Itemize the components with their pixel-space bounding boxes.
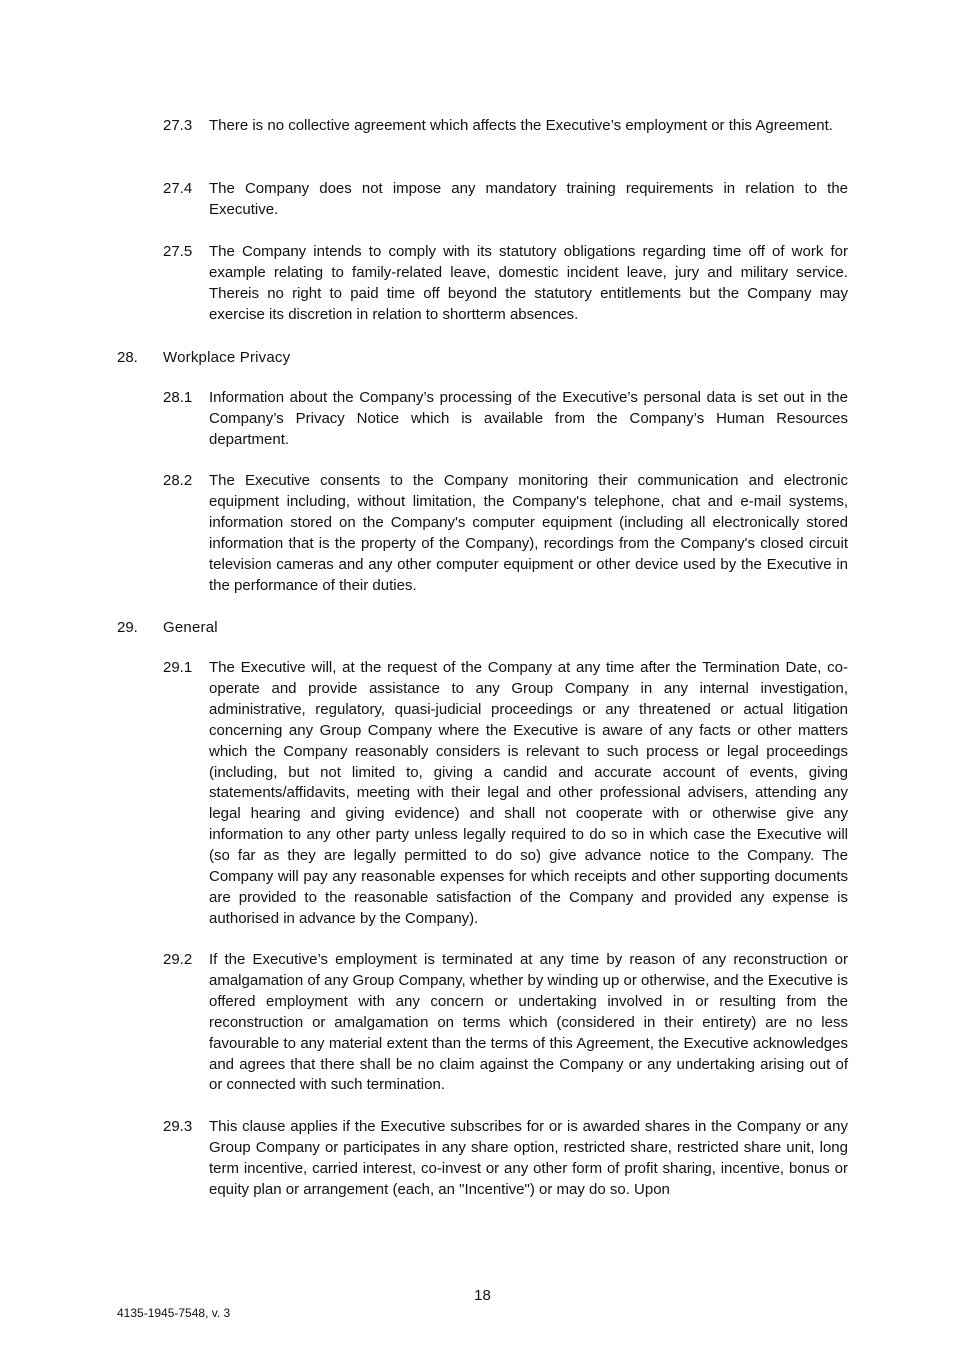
clause-text: The Company intends to comply with its statutory obligations regarding time off of work for example relating to family-related leave, domestic incident leave, jury and military service. Thereis no right to paid time off beyond the statutory entitlements but the Company may exercise its discretion in relation to shortterm absences. [209, 243, 848, 323]
clause-number: 29.2 [163, 951, 193, 968]
section-number: 28. [117, 349, 138, 366]
clause-text: Information about the Company’s processing of the Executive’s personal data is set out in the Company’s Privacy Notice which is available from the Company’s Human Resources department. [209, 389, 848, 448]
document-reference: 4135-1945-7548, v. 3 [117, 1306, 231, 1320]
page-number: 18 [474, 1287, 491, 1304]
clause-text: The Executive will, at the request of the Company at any time after the Termination Date, co-operate and provide assistance to any Group Company in any internal investigation, administrative, regulatory, quasi-judicial proceedings or any threatened or actual litigation concerning any Group Company where the Executive is aware of any facts or other matters which the Company reasonably considers is relevant to such process or legal proceedings (including, but not limited to, giving a candid and accurate account of events, giving statements/affidavits, meeting with their legal and other professional advisers, attending any legal hearing and giving evidence) and shall not cooperate with or otherwise give any information to any other party unless legally required to do so in which case the Executive will (so far as they are legally permitted to do so) give advance notice to the Company. The Company will pay any reasonable expenses for which receipts and other supporting documents are provided to the reasonable satisfaction of the Company and provided any expense is authorised in advance by the Company). [209, 659, 848, 927]
clause-number: 28.1 [163, 389, 193, 406]
section-title: Workplace Privacy [163, 349, 291, 366]
clause-number: 27.5 [163, 243, 193, 260]
clause-number: 29.3 [163, 1118, 193, 1135]
clause-text: The Company does not impose any mandatory training requirements in relation to the Executive. [209, 180, 848, 218]
section-title: General [163, 619, 218, 636]
section-number: 29. [117, 619, 138, 636]
clause-number: 27.3 [163, 117, 193, 134]
clause-number: 27.4 [163, 180, 193, 197]
clause-number: 29.1 [163, 659, 193, 676]
clause-text: There is no collective agreement which affects the Executive’s employment or this Agreement. [209, 117, 833, 134]
clause-text: If the Executive’s employment is terminated at any time by reason of any reconstruction or amalgamation of any Group Company, whether by winding up or otherwise, and the Executive is offered employment with any concern or undertaking involved in or resulting from the reconstruction or amalgamation on terms which (considered in their entirety) are no less favourable to any material extent than the terms of this Agreement, the Executive acknowledges and agrees that there shall be no claim against the Company or any undertaking arising out of or connected with such termination. [209, 951, 848, 1094]
clause-text: This clause applies if the Executive subscribes for or is awarded shares in the Company or any Group Company or participates in any share option, restricted share, restricted share unit, long term incentive, carried interest, co-invest or any other form of profit sharing, incentive, bonus or equity plan or arrangement (each, an "Incentive") or may do so. Upon [209, 1118, 848, 1198]
clause-text: The Executive consents to the Company monitoring their communication and electronic equipment including, without limitation, the Company's telephone, chat and e-mail systems, information stored on the Company's computer equipment (including all electronically stored information that is the property of the Company), recordings from the Company's closed circuit television cameras and any other computer equipment or other device used by the Executive in the performance of their duties. [209, 472, 848, 594]
clause-number: 28.2 [163, 472, 193, 489]
